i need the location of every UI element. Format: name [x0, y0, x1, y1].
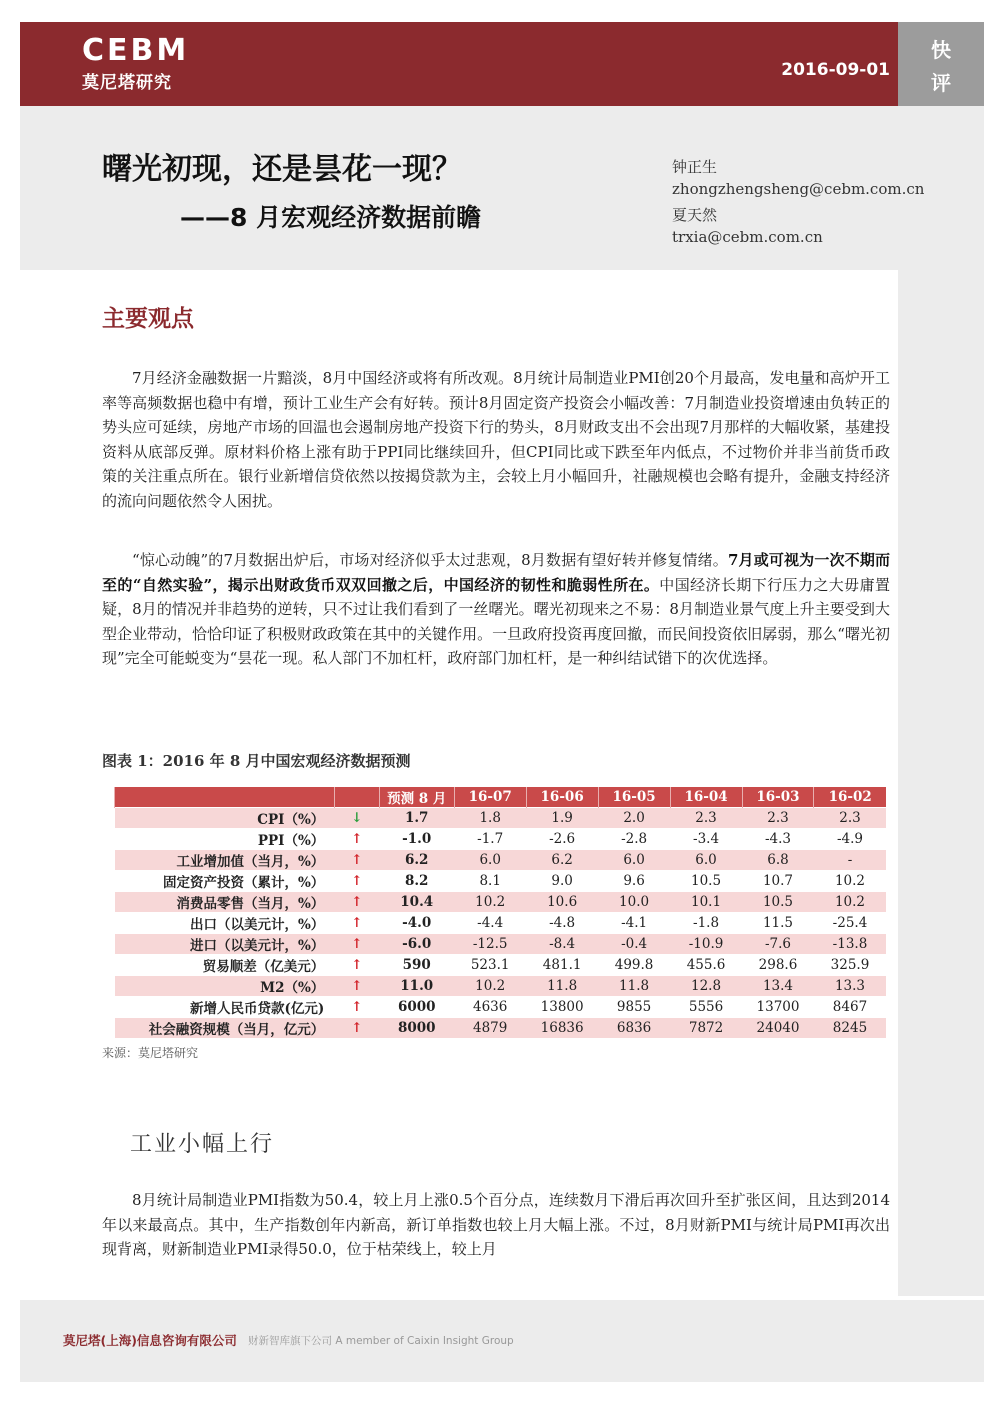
- value-cell: 11.8: [526, 976, 598, 997]
- footer-member-note: 财新智库旗下公司 A member of Caixin Insight Group: [248, 1335, 514, 1347]
- value-cell: 6.2: [526, 850, 598, 871]
- value-cell: 10.2: [454, 892, 526, 913]
- table-row: [115, 976, 887, 997]
- forecast-cell: 11.0: [379, 976, 454, 997]
- row-label: 新增人民币贷款(亿元): [115, 997, 335, 1018]
- value-cell: 13.4: [742, 976, 814, 997]
- value-cell: -4.4: [454, 913, 526, 934]
- value-cell: 12.8: [670, 976, 742, 997]
- value-cell: 9.6: [598, 871, 670, 892]
- value-cell: 16836: [526, 1018, 598, 1039]
- header-cell: 16-03: [742, 787, 814, 808]
- value-cell: -7.6: [742, 934, 814, 955]
- author-name-2: 夏天然: [672, 206, 718, 224]
- source-note: 来源：莫尼塔研究: [102, 1046, 199, 1060]
- value-cell: -0.4: [598, 934, 670, 955]
- value-cell: 1.8: [454, 808, 526, 829]
- table-row: [115, 829, 887, 850]
- header-cell: [334, 787, 379, 808]
- value-cell: 2.3: [670, 808, 742, 829]
- value-cell: 10.0: [598, 892, 670, 913]
- value-cell: 11.5: [742, 913, 814, 934]
- value-cell: -2.6: [526, 829, 598, 850]
- table-body: [115, 808, 887, 1039]
- value-cell: 8245: [814, 1018, 886, 1039]
- value-cell: -25.4: [814, 913, 886, 934]
- value-cell: -4.3: [742, 829, 814, 850]
- forecast-cell: -4.0: [379, 913, 454, 934]
- arrow-up-icon: ↑: [334, 1018, 379, 1039]
- header-cell: 16-02: [814, 787, 886, 808]
- table-row: [115, 934, 887, 955]
- value-cell: 4879: [454, 1018, 526, 1039]
- value-cell: -: [814, 850, 886, 871]
- table-row: [115, 808, 887, 829]
- value-cell: 6.0: [454, 850, 526, 871]
- row-label: M2（%）: [115, 976, 335, 997]
- value-cell: 1.9: [526, 808, 598, 829]
- arrow-up-icon: ↑: [334, 997, 379, 1018]
- brand-name: 莫尼塔研究: [82, 73, 172, 93]
- value-cell: 6.0: [670, 850, 742, 871]
- header-cell: 16-05: [598, 787, 670, 808]
- arrow-up-icon: ↑: [334, 955, 379, 976]
- value-cell: 4636: [454, 997, 526, 1018]
- table-row: [115, 892, 887, 913]
- section-heading-key-points: 主要观点: [102, 306, 194, 332]
- page-subtitle: ——8 月宏观经济数据前瞻: [180, 203, 482, 232]
- row-label: 社会融资规模（当月，亿元）: [115, 1018, 335, 1039]
- value-cell: 10.2: [814, 892, 886, 913]
- value-cell: -4.8: [526, 913, 598, 934]
- value-cell: 523.1: [454, 955, 526, 976]
- header-cell: [115, 787, 335, 808]
- para2-part-c: 中国经济长期下行压力之大毋庸置疑，8月的情况并非趋势的逆转，只不过让我们看到了一丝曙光。曙光初现来之不易：8月制造业景气度上升主要受到大型企业带动，恰恰印证了积极财政政策在其中的关键作用。一旦政府投资再度回撤，而民间投资依旧孱弱，那么“曙光初现”完全可能蜕变为“昙花一现。私人部门不加杠杆，政府部门加杠杆，是一种纠结试错下的次优选择。: [102, 575, 890, 667]
- row-label: 出口（以美元计，%）: [115, 913, 335, 934]
- table-caption: 图表 1：2016 年 8 月中国宏观经济数据预测: [102, 752, 411, 770]
- industry-paragraph-1: 8月统计局制造业PMI指数为50.4，较上月上涨0.5个百分点，连续数月下滑后再次回升至扩张区间，且达到2014年以来最高点。其中，生产指数创年内新高，新订单指数也较上月大幅上涨。不过，8月财新PMI与统计局PMI再次出现背离，财新制造业PMI录得50.0，位于枯荣线上，较上月: [102, 1191, 890, 1258]
- value-cell: 10.5: [742, 892, 814, 913]
- key-points-paragraph-1: 7月经济金融数据一片黯淡，8月中国经济或将有所改观。8月统计局制造业PMI创20个月最高，发电量和高炉开工率等高频数据也稳中有增，预计工业生产会有好转。预计8月固定资产投资会小幅改善：7月制造业投资增速由负转正的势头应可延续，房地产市场的回温也会遏制房地产投资下行的势头，8月财政支出不会出现7月那样的大幅收紧，基建投资料从底部反弹。原材料价格上涨有助于PPI同比继续回升，但CPI同比或下跌至年内低点，不过物价并非当前货币政策的关注重点所在。银行业新增信贷依然以按揭贷款为主，会较上月小幅回升，社融规模也会略有提升，金融支持经济的流向问题依然令人困扰。: [102, 369, 890, 510]
- value-cell: 2.3: [742, 808, 814, 829]
- forecast-cell: 1.7: [379, 808, 454, 829]
- value-cell: -3.4: [670, 829, 742, 850]
- arrow-up-icon: ↑: [334, 829, 379, 850]
- header-cell: 16-07: [454, 787, 526, 808]
- value-cell: -4.9: [814, 829, 886, 850]
- value-cell: -1.7: [454, 829, 526, 850]
- para2-part-a: “惊心动魄”的7月数据出炉后，市场对经济似乎太过悲观，8月数据有望好转并修复情绪。: [132, 551, 728, 569]
- value-cell: 481.1: [526, 955, 598, 976]
- table-row: [115, 871, 887, 892]
- value-cell: -8.4: [526, 934, 598, 955]
- arrow-down-icon: ↓: [334, 808, 379, 829]
- value-cell: 455.6: [670, 955, 742, 976]
- row-label: CPI（%）: [115, 808, 335, 829]
- forecast-cell: -1.0: [379, 829, 454, 850]
- section-heading-industry: 工业小幅上行: [130, 1132, 275, 1157]
- value-cell: 6.8: [742, 850, 814, 871]
- value-cell: 9855: [598, 997, 670, 1018]
- value-cell: 10.6: [526, 892, 598, 913]
- header-cell: 预测 8 月: [379, 787, 454, 808]
- header-cell: 16-04: [670, 787, 742, 808]
- value-cell: 10.7: [742, 871, 814, 892]
- author-email-2[interactable]: trxia@cebm.com.cn: [672, 228, 823, 246]
- brand-logo: CEBM: [82, 33, 190, 68]
- forecast-table: [114, 787, 886, 1038]
- arrow-up-icon: ↑: [334, 871, 379, 892]
- header-cell: 16-06: [526, 787, 598, 808]
- value-cell: 7872: [670, 1018, 742, 1039]
- arrow-up-icon: ↑: [334, 934, 379, 955]
- value-cell: 8.1: [454, 871, 526, 892]
- value-cell: -1.8: [670, 913, 742, 934]
- value-cell: 24040: [742, 1018, 814, 1039]
- value-cell: 8467: [814, 997, 886, 1018]
- value-cell: 6.0: [598, 850, 670, 871]
- value-cell: 10.2: [814, 871, 886, 892]
- table-row: [115, 1018, 887, 1039]
- value-cell: 2.3: [814, 808, 886, 829]
- value-cell: -12.5: [454, 934, 526, 955]
- row-label: 固定资产投资（累计，%）: [115, 871, 335, 892]
- table-row: [115, 850, 887, 871]
- row-label: PPI（%）: [115, 829, 335, 850]
- value-cell: 6836: [598, 1018, 670, 1039]
- author-email-1[interactable]: zhongzhengsheng@cebm.com.cn: [672, 180, 925, 198]
- value-cell: 10.1: [670, 892, 742, 913]
- footer-company: 莫尼塔(上海)信息咨询有限公司: [63, 1333, 237, 1348]
- value-cell: 499.8: [598, 955, 670, 976]
- table-header-row: [115, 787, 887, 808]
- value-cell: 10.5: [670, 871, 742, 892]
- value-cell: -2.8: [598, 829, 670, 850]
- arrow-up-icon: ↑: [334, 892, 379, 913]
- value-cell: 9.0: [526, 871, 598, 892]
- forecast-cell: 8.2: [379, 871, 454, 892]
- page-title: 曙光初现，还是昙花一现？: [102, 152, 462, 187]
- row-label: 进口（以美元计，%）: [115, 934, 335, 955]
- table-row: [115, 955, 887, 976]
- arrow-up-icon: ↑: [334, 976, 379, 997]
- value-cell: 325.9: [814, 955, 886, 976]
- value-cell: -10.9: [670, 934, 742, 955]
- arrow-up-icon: ↑: [334, 913, 379, 934]
- table-row: [115, 997, 887, 1018]
- author-name-1: 钟正生: [672, 158, 718, 176]
- value-cell: 11.8: [598, 976, 670, 997]
- key-points-paragraph-2: [102, 548, 890, 671]
- row-label: 贸易顺差（亿美元）: [115, 955, 335, 976]
- value-cell: 2.0: [598, 808, 670, 829]
- forecast-cell: 6.2: [379, 850, 454, 871]
- report-date: 2016-09-01: [781, 60, 890, 80]
- arrow-up-icon: ↑: [334, 850, 379, 871]
- table-row: [115, 913, 887, 934]
- value-cell: 13.3: [814, 976, 886, 997]
- row-label: 工业增加值（当月，%）: [115, 850, 335, 871]
- value-cell: 13700: [742, 997, 814, 1018]
- forecast-cell: 8000: [379, 1018, 454, 1039]
- report-type-label: 快 评: [931, 38, 951, 95]
- value-cell: -4.1: [598, 913, 670, 934]
- forecast-cell: 6000: [379, 997, 454, 1018]
- forecast-cell: 10.4: [379, 892, 454, 913]
- value-cell: 5556: [670, 997, 742, 1018]
- forecast-cell: 590: [379, 955, 454, 976]
- forecast-cell: -6.0: [379, 934, 454, 955]
- value-cell: 298.6: [742, 955, 814, 976]
- row-label: 消费品零售（当月，%）: [115, 892, 335, 913]
- para2-part-b-bold: 7月或可视为一次不期而至的“自然实验”，揭示出财政货币双双回撤之后，中国经济的韧性和脆弱性所在。: [102, 551, 890, 594]
- value-cell: 13800: [526, 997, 598, 1018]
- value-cell: 10.2: [454, 976, 526, 997]
- side-strip: [898, 106, 984, 1296]
- value-cell: -13.8: [814, 934, 886, 955]
